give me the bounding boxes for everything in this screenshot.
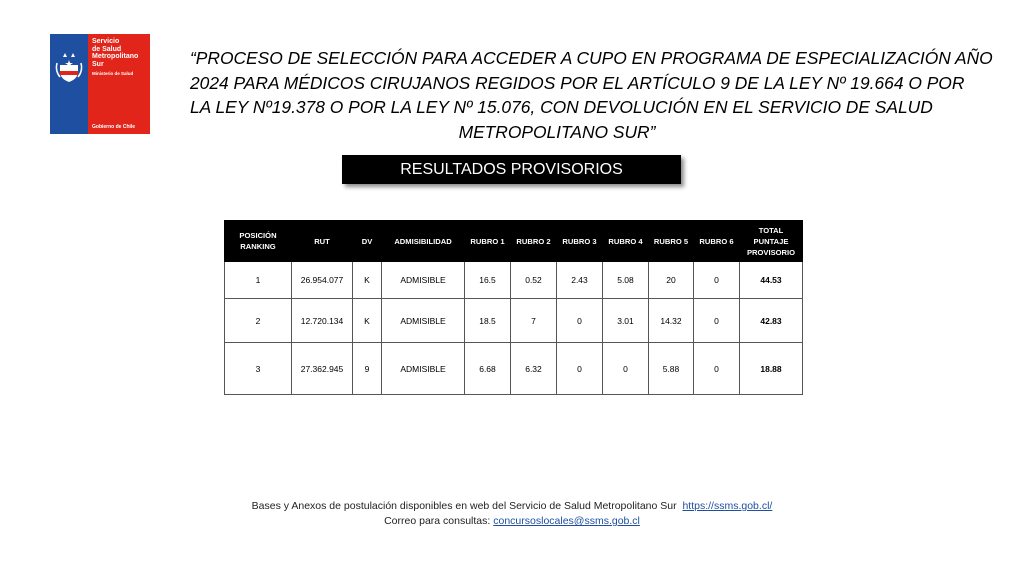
cell-posicion: 3 [225, 343, 292, 395]
cell-rubro-1: 16.5 [465, 262, 511, 299]
cell-rubro-2: 7 [511, 299, 557, 343]
page-title [190, 46, 993, 144]
cell-rubro-2: 6.32 [511, 343, 557, 395]
header-posicion: POSICIÓN RANKING [225, 221, 292, 262]
header-rubro-4: RUBRO 4 [603, 221, 649, 262]
cell-rubro-6: 0 [694, 299, 740, 343]
website-link[interactable]: https://ssms.gob.cl/ [682, 500, 773, 512]
cell-rubro-3: 0 [557, 343, 603, 395]
footer-email-label: Correo para consultas: [384, 515, 491, 527]
logo-service-name: Servicio de Salud Metropolitano Sur [92, 38, 139, 68]
results-table [224, 220, 803, 395]
footer-line-email [0, 514, 1024, 529]
cell-rubro-5: 5.88 [649, 343, 694, 395]
cell-rubro-4: 5.08 [603, 262, 649, 299]
table-row [225, 343, 803, 395]
cell-rubro-3: 0 [557, 299, 603, 343]
cell-rubro-6: 0 [694, 343, 740, 395]
header-rubro-2: RUBRO 2 [511, 221, 557, 262]
cell-dv: K [353, 299, 382, 343]
header-rubro-6: RUBRO 6 [694, 221, 740, 262]
cell-rubro-5: 20 [649, 262, 694, 299]
header-rut: RUT [292, 221, 353, 262]
footer-bases-text: Bases y Anexos de postulación disponibles en web del Servicio de Salud Metropolitano Sur [251, 500, 677, 512]
cell-rubro-2: 0.52 [511, 262, 557, 299]
title-line: “PROCESO DE SELECCIÓN PARA ACCEDER A CUPO EN PROGRAMA DE ESPECIALIZACIÓN AÑO [190, 48, 993, 68]
cell-dv: 9 [353, 343, 382, 395]
logo-government: Gobierno de Chile [88, 102, 150, 134]
table-row [225, 299, 803, 343]
title-line: METROPOLITANO SUR” [458, 121, 656, 142]
table-row [225, 262, 803, 299]
cell-admisibilidad: ADMISIBLE [382, 262, 465, 299]
cell-total: 42.83 [740, 299, 803, 343]
cell-total: 18.88 [740, 343, 803, 395]
logo-ministry: Ministerio de Salud [92, 71, 134, 76]
header-rubro-5: RUBRO 5 [649, 221, 694, 262]
cell-rut: 27.362.945 [292, 343, 353, 395]
header-rubro-1: RUBRO 1 [465, 221, 511, 262]
table-header-row [225, 221, 803, 262]
title-line: LA LEY Nº19.378 O POR LA LEY Nº 15.076, CON DEVOLUCIÓN EN EL SERVICIO DE SALUD [190, 97, 933, 117]
title-line: 2024 PARA MÉDICOS CIRUJANOS REGIDOS POR EL ARTÍCULO 9 DE LA LEY Nº 19.664 O POR [190, 72, 965, 93]
cell-total: 44.53 [740, 262, 803, 299]
cell-rut: 12.720.134 [292, 299, 353, 343]
header-dv: DV [353, 221, 382, 262]
cell-rut: 26.954.077 [292, 262, 353, 299]
ssms-logo [50, 34, 150, 134]
header-admisibilidad: ADMISIBILIDAD [382, 221, 465, 262]
footer-line-bases [0, 499, 1024, 514]
header-rubro-3: RUBRO 3 [557, 221, 603, 262]
cell-rubro-1: 18.5 [465, 299, 511, 343]
cell-admisibilidad: ADMISIBLE [382, 343, 465, 395]
cell-dv: K [353, 262, 382, 299]
cell-rubro-6: 0 [694, 262, 740, 299]
cell-posicion: 1 [225, 262, 292, 299]
cell-admisibilidad: ADMISIBLE [382, 299, 465, 343]
header-total: TOTAL PUNTAJE PROVISORIO [740, 221, 803, 262]
coat-of-arms-icon [50, 34, 88, 102]
cell-rubro-5: 14.32 [649, 299, 694, 343]
cell-rubro-1: 6.68 [465, 343, 511, 395]
results-banner: RESULTADOS PROVISORIOS [342, 155, 681, 184]
cell-rubro-3: 2.43 [557, 262, 603, 299]
cell-posicion: 2 [225, 299, 292, 343]
cell-rubro-4: 0 [603, 343, 649, 395]
footer [0, 499, 1024, 529]
cell-rubro-4: 3.01 [603, 299, 649, 343]
email-link[interactable]: concursoslocales@ssms.gob.cl [493, 515, 640, 527]
